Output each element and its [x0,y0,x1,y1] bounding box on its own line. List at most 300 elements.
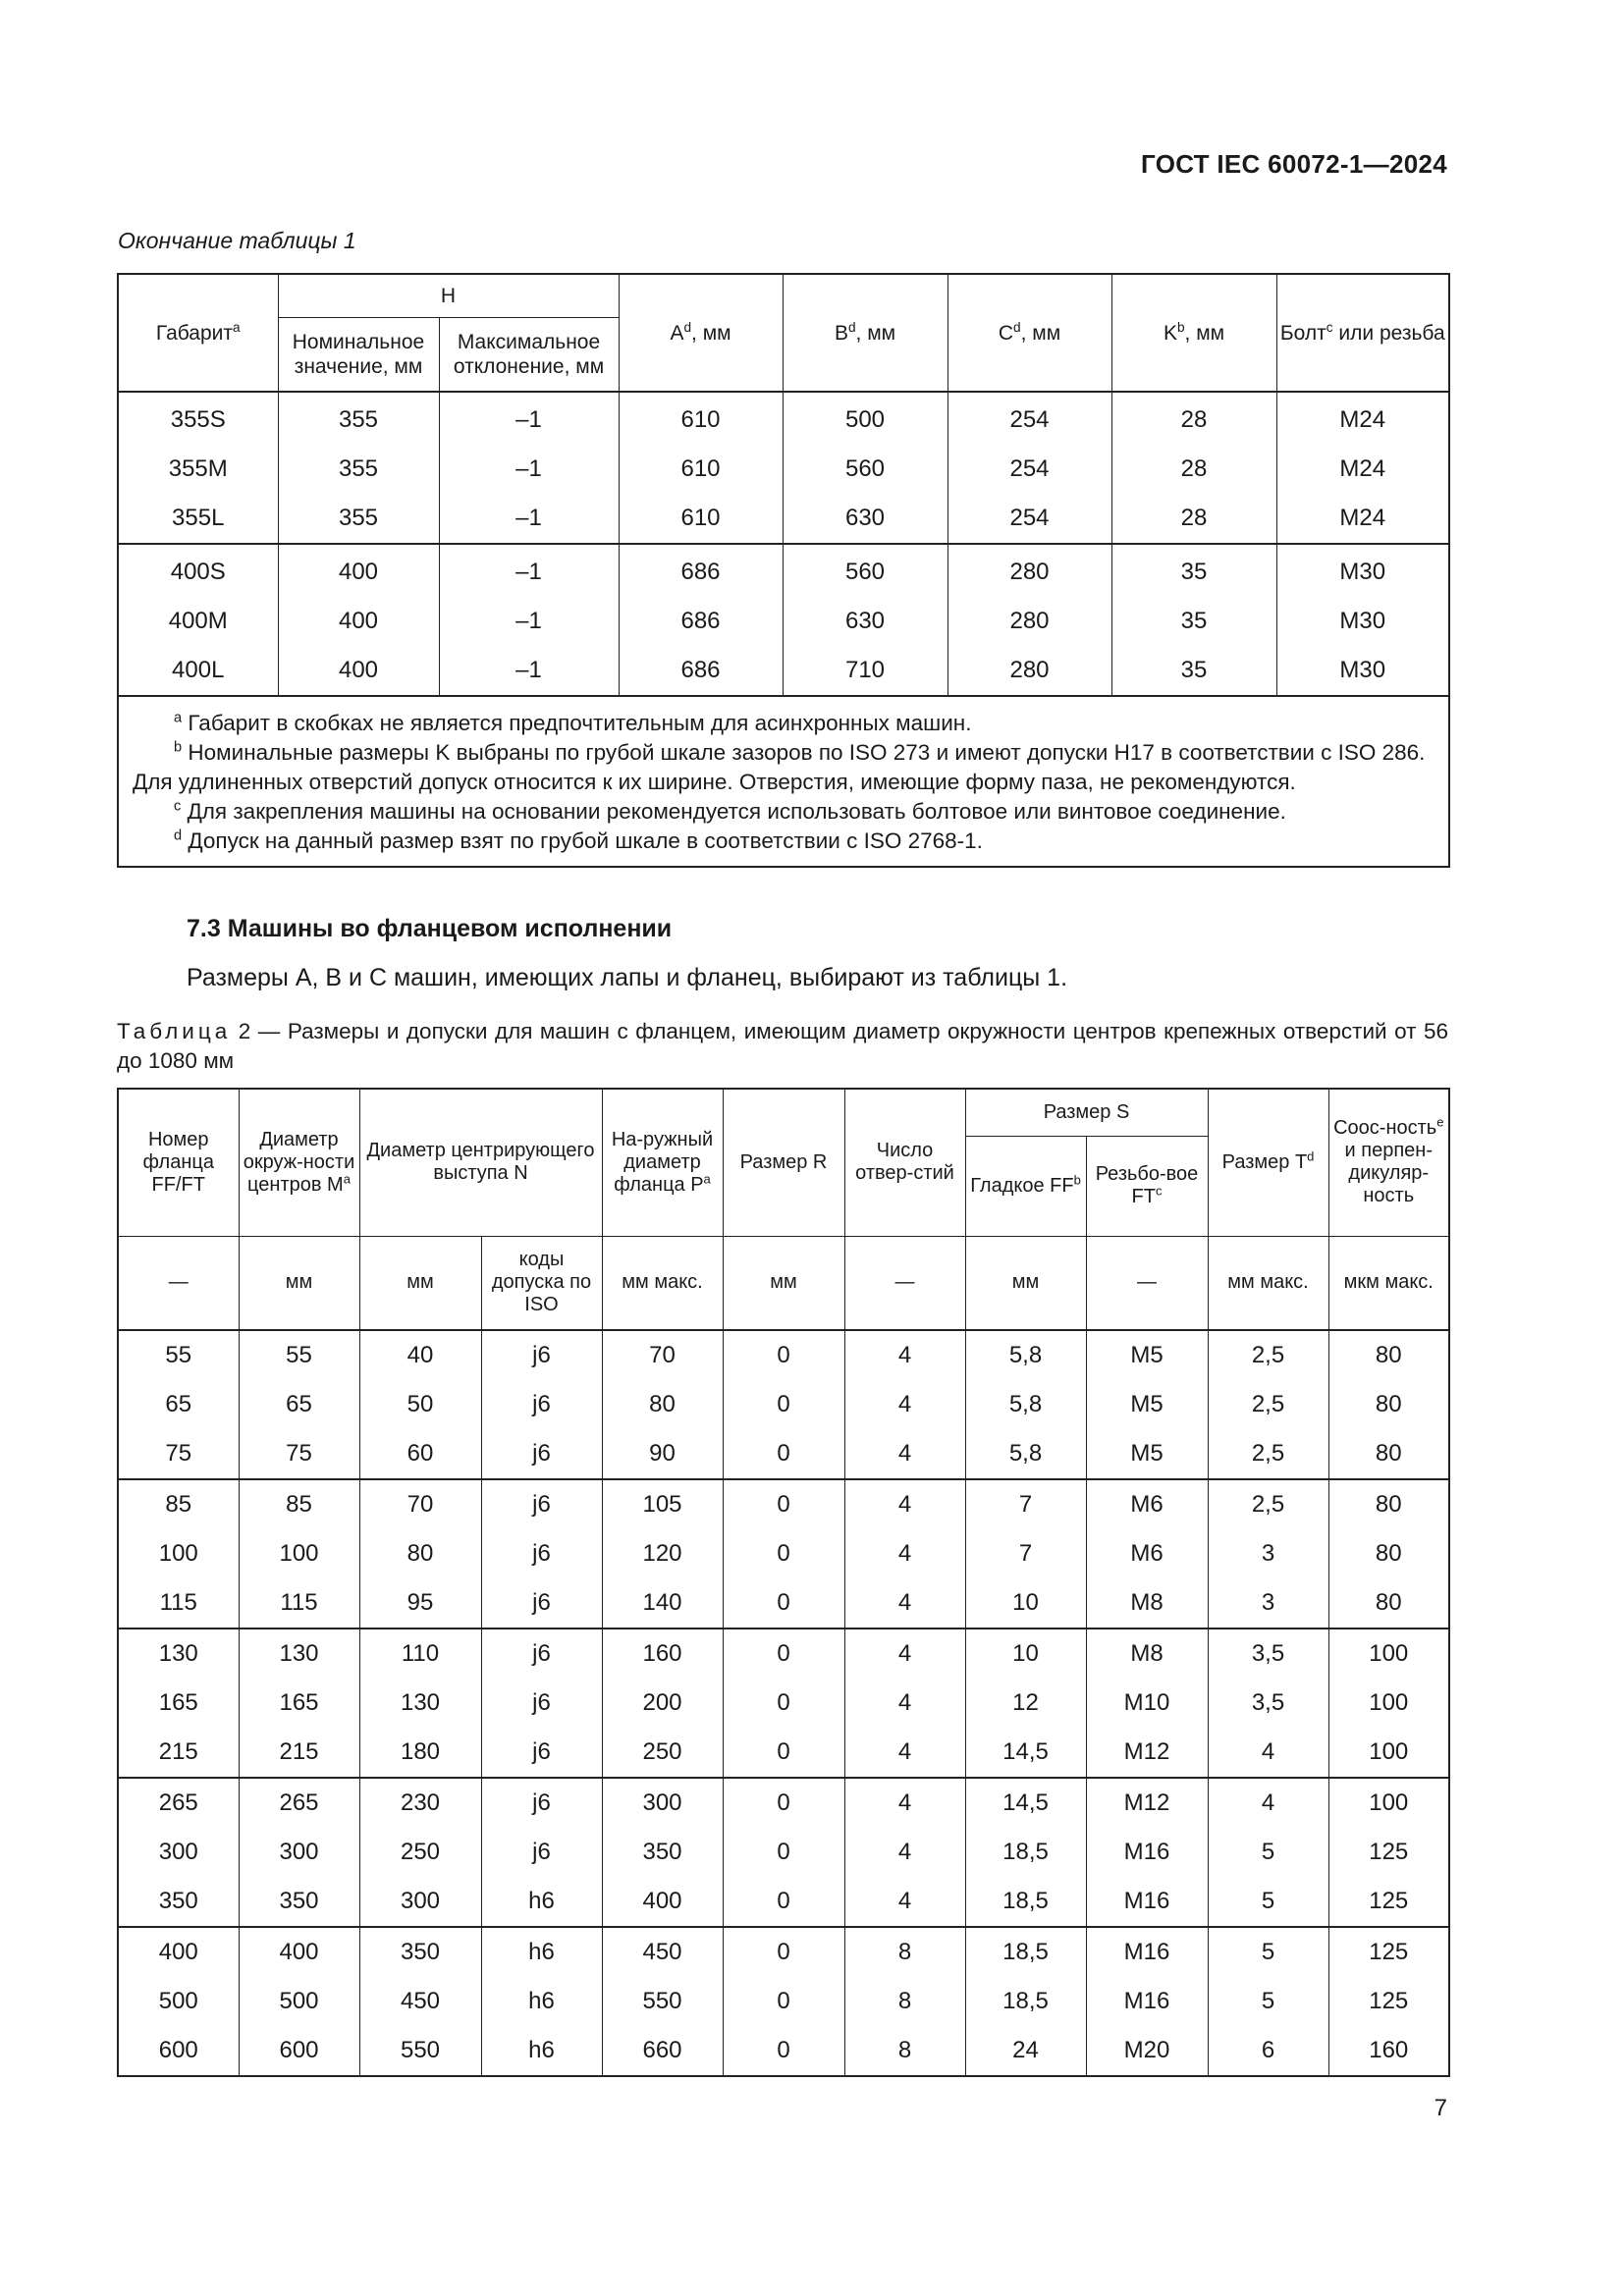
table-cell: 100 [1328,1778,1449,1828]
table-cell: 55 [239,1330,359,1380]
table2-group-2 [118,1479,1449,1629]
table-cell: 12 [965,1679,1086,1728]
table-cell: 280 [947,597,1111,646]
table-cell: 0 [723,1828,844,1877]
text-span: Номинальные размеры K выбраны по грубой шкале зазоров по ISO 273 и имеют допуски H17 в соответствии с ISO 286. Для удлиненных отверстий допуск относится к их ширине. Отверстия, имеющие форму паза, не рекомендуются. [133,740,1426,794]
footnote-c [133,797,1435,827]
table-cell: j6 [481,1380,602,1429]
table-cell: 80 [1328,1330,1449,1380]
table-cell: 100 [1328,1728,1449,1778]
table-row [118,1877,1449,1927]
superscript-mark: b [174,739,183,756]
table-cell: M12 [1086,1728,1208,1778]
text-span: , мм [691,321,731,345]
table-cell: j6 [481,1429,602,1479]
table-cell: 125 [1328,1927,1449,1977]
table-cell: 8 [844,1927,965,1977]
table-cell: 6 [1208,2026,1328,2076]
superscript-mark: d [174,828,183,844]
table-cell: 180 [359,1728,481,1778]
table-row [118,1330,1449,1380]
table-cell: 3 [1208,1529,1328,1578]
table-cell: 4 [844,1429,965,1479]
table-cell: 35 [1111,597,1276,646]
table-cell: 4 [844,1679,965,1728]
text-span: K [1163,321,1177,345]
text-span: B [834,321,848,345]
table-cell: 500 [783,392,947,445]
text-span: Гладкое FF [970,1174,1074,1197]
table-cell: 7 [965,1529,1086,1578]
table-cell: 250 [602,1728,723,1778]
table-cell: 610 [619,494,783,544]
table-cell: 0 [723,1529,844,1578]
table-cell: j6 [481,1778,602,1828]
table-cell: 80 [1328,1529,1449,1578]
table-cell: 7 [965,1479,1086,1529]
text-span: и перпен-дикуляр-ность [1344,1140,1433,1207]
table-cell: 660 [602,2026,723,2076]
table-cell: 75 [118,1429,239,1479]
header-b [783,274,947,392]
superscript-mark: c [174,798,182,815]
text-span: , мм [1184,321,1225,345]
table1-footnotes [118,696,1449,867]
table-cell: 400 [278,646,439,696]
text-span: Болт [1279,321,1326,345]
table-cell: 4 [844,1330,965,1380]
table-cell: 400L [118,646,278,696]
text-span: или резьба [1332,321,1445,345]
footnote-a [133,709,1435,738]
header-h-nominal: Номинальное значение, мм [278,317,439,392]
table-cell: –1 [439,544,619,597]
table-cell: 65 [118,1380,239,1429]
superscript-mark: d [1013,319,1021,335]
table-cell: 8 [844,1977,965,2026]
text-span: Резьбо-вое FT [1095,1163,1199,1207]
table-cell: –1 [439,445,619,494]
table2-caption [117,1017,1448,1076]
header-coaxiality [1328,1089,1449,1236]
table-cell: M24 [1276,494,1449,544]
table-cell: 100 [1328,1629,1449,1679]
table-cell: 280 [947,544,1111,597]
table1-group-1 [118,392,1449,544]
table-cell: 350 [602,1828,723,1877]
table-cell: 70 [602,1330,723,1380]
table-cell: 350 [359,1927,481,1977]
header-diameter-n: Диаметр центрирующего выступа N [359,1089,602,1236]
footnote-d [133,827,1435,856]
table-cell: 14,5 [965,1778,1086,1828]
header-gabarit [118,274,278,392]
table-row [118,1728,1449,1778]
table-cell: 280 [947,646,1111,696]
text-span: Соос-ность [1333,1117,1437,1140]
table-cell: 10 [965,1578,1086,1629]
table-cell: 160 [602,1629,723,1679]
text-span: , мм [855,321,896,345]
table-cell: 100 [1328,1679,1449,1728]
table-cell: 10 [965,1629,1086,1679]
table-cell: 230 [359,1778,481,1828]
table-cell: 550 [602,1977,723,2026]
table-cell: 215 [239,1728,359,1778]
table-cell: 355S [118,392,278,445]
table-cell: M30 [1276,597,1449,646]
table-cell: 686 [619,646,783,696]
table-cell: 80 [1328,1479,1449,1529]
table-row [118,392,1449,445]
table-cell: 500 [118,1977,239,2026]
table-cell: 2,5 [1208,1380,1328,1429]
table-cell: 14,5 [965,1728,1086,1778]
table-cell: 125 [1328,1877,1449,1927]
table-cell: 40 [359,1330,481,1380]
table-cell: 130 [118,1629,239,1679]
text-span: На-ружный диаметр фланца P [611,1128,714,1196]
table-cell: 300 [239,1828,359,1877]
text-span: Допуск на данный размер взят по грубой шкале в соответствии с ISO 2768-1. [182,828,983,853]
table-cell: 28 [1111,392,1276,445]
table-cell: 120 [602,1529,723,1578]
text-span: , мм [1020,321,1061,345]
table-cell: M24 [1276,445,1449,494]
table-cell: M16 [1086,1828,1208,1877]
table-cell: j6 [481,1330,602,1380]
table-cell: 125 [1328,1828,1449,1877]
table-cell: 254 [947,494,1111,544]
table-cell: 0 [723,1380,844,1429]
table-cell: 254 [947,392,1111,445]
table-cell: M24 [1276,392,1449,445]
table2-group-4 [118,1778,1449,1927]
table-cell: 300 [602,1778,723,1828]
table-cell: 0 [723,1429,844,1479]
table-cell: 630 [783,494,947,544]
table-cell: 200 [602,1679,723,1728]
table-cell: M8 [1086,1578,1208,1629]
table-cell: 165 [239,1679,359,1728]
superscript-mark: b [1176,319,1185,335]
table-cell: 85 [118,1479,239,1529]
table-row [118,494,1449,544]
table-cell: 686 [619,597,783,646]
superscript-mark: a [233,319,241,335]
table-cell: 4 [844,1380,965,1429]
table-cell: 125 [1328,1977,1449,2026]
table-cell: 24 [965,2026,1086,2076]
table-cell: j6 [481,1679,602,1728]
table-cell: 710 [783,646,947,696]
table-row [118,1380,1449,1429]
table-cell: M5 [1086,1330,1208,1380]
table-cell: 5 [1208,1927,1328,1977]
text-span: 2 — Размеры и допуски для машин с фланцем, имеющим диаметр окружности центров крепежных отверстий от 56 до 1080 мм [117,1019,1448,1073]
table-cell: 0 [723,1679,844,1728]
table-cell: j6 [481,1728,602,1778]
table-cell: 105 [602,1479,723,1529]
header-cell: мм [359,1236,481,1330]
table2-group-5 [118,1927,1449,2076]
header-k [1111,274,1276,392]
superscript-mark: a [174,710,183,726]
header-h-max-deviation: Максимальное отклонение, мм [439,317,619,392]
table-cell: 0 [723,1778,844,1828]
table-cell: 75 [239,1429,359,1479]
table-cell: M10 [1086,1679,1208,1728]
table-cell: 80 [359,1529,481,1578]
table-cell: 300 [118,1828,239,1877]
table-cell: M6 [1086,1479,1208,1529]
table1-caption: Окончание таблицы 1 [118,228,356,253]
table-cell: 4 [1208,1728,1328,1778]
header-flange-number: Номер фланца FF/FT [118,1089,239,1236]
table-cell: 35 [1111,544,1276,597]
table-cell: 115 [239,1578,359,1629]
table-cell: 610 [619,392,783,445]
text-span: A [670,321,684,345]
table-row [118,1828,1449,1877]
table-cell: 0 [723,1629,844,1679]
table-cell: 630 [783,597,947,646]
table-cell: 0 [723,1330,844,1380]
table-cell: 4 [844,1578,965,1629]
text-span: Размер T [1221,1150,1308,1173]
table-row [118,1529,1449,1578]
superscript-mark: d [1307,1148,1315,1164]
table-cell: 18,5 [965,1977,1086,2026]
table-cell: 18,5 [965,1927,1086,1977]
table-cell: 355 [278,392,439,445]
table-cell: h6 [481,1927,602,1977]
table-cell: 0 [723,1578,844,1629]
header-size-t [1208,1089,1328,1236]
table-cell: 3,5 [1208,1679,1328,1728]
page-number: 7 [1434,2095,1447,2121]
header-cell: мм [723,1236,844,1330]
table-cell: 250 [359,1828,481,1877]
table-cell: 5,8 [965,1330,1086,1380]
table-cell: 100 [239,1529,359,1578]
footnote-b [133,738,1435,797]
superscript-mark: a [343,1171,351,1187]
table-cell: 4 [1208,1778,1328,1828]
table-cell: 265 [239,1778,359,1828]
table-row [118,1429,1449,1479]
table-cell: 65 [239,1380,359,1429]
header-cell: мм макс. [602,1236,723,1330]
header-cell: мкм макс. [1328,1236,1449,1330]
table-row [118,1479,1449,1529]
table-cell: 5 [1208,1977,1328,2026]
table-cell: 450 [602,1927,723,1977]
header-c [947,274,1111,392]
table-cell: 70 [359,1479,481,1529]
table-cell: 18,5 [965,1828,1086,1877]
header-size-r: Размер R [723,1089,844,1236]
superscript-mark: c [1326,319,1333,335]
table-cell: M5 [1086,1380,1208,1429]
header-cell: — [118,1236,239,1330]
table-cell: j6 [481,1479,602,1529]
table-cell: 560 [783,445,947,494]
table-row [118,1778,1449,1828]
header-size-s: Размер S [965,1089,1208,1136]
table-cell: 2,5 [1208,1429,1328,1479]
table-cell: 400 [118,1927,239,1977]
header-hole-count: Число отвер-стий [844,1089,965,1236]
table-cell: 355 [278,445,439,494]
table-cell: –1 [439,597,619,646]
table-cell: 130 [239,1629,359,1679]
table-cell: 5 [1208,1828,1328,1877]
table-cell: 140 [602,1578,723,1629]
table-cell: 80 [1328,1380,1449,1429]
table-cell: 3,5 [1208,1629,1328,1679]
table-row [118,646,1449,696]
table-cell: 254 [947,445,1111,494]
text-span: Таблица [117,1019,232,1043]
table-cell: M12 [1086,1778,1208,1828]
header-h: H [278,274,619,317]
table-cell: 80 [602,1380,723,1429]
table-cell: 450 [359,1977,481,2026]
table-cell: 4 [844,1728,965,1778]
table-cell: 90 [602,1429,723,1479]
header-smooth-ff [965,1136,1086,1236]
table-cell: 550 [359,2026,481,2076]
table-cell: 28 [1111,445,1276,494]
table-cell: 4 [844,1828,965,1877]
table-cell: 4 [844,1479,965,1529]
table-cell: 160 [1328,2026,1449,2076]
table-cell: M6 [1086,1529,1208,1578]
table-cell: 28 [1111,494,1276,544]
table-cell: 355L [118,494,278,544]
table-cell: 3 [1208,1578,1328,1629]
table-cell: 4 [844,1629,965,1679]
table-2 [117,1088,1450,2077]
table-row [118,1679,1449,1728]
table-cell: 4 [844,1877,965,1927]
table-cell: 165 [118,1679,239,1728]
table-cell: –1 [439,392,619,445]
header-cell: мм макс. [1208,1236,1328,1330]
table-cell: 600 [239,2026,359,2076]
table-cell: 215 [118,1728,239,1778]
superscript-mark: d [847,319,856,335]
header-cell: — [1086,1236,1208,1330]
table-cell: 400 [278,597,439,646]
units-row [118,1236,1449,1330]
table2-group-1 [118,1330,1449,1479]
table-cell: 85 [239,1479,359,1529]
table-cell: 600 [118,2026,239,2076]
table-row [118,597,1449,646]
table-cell: 130 [359,1679,481,1728]
table-cell: 0 [723,1728,844,1778]
table-cell: 80 [1328,1429,1449,1479]
table1-group-2 [118,544,1449,696]
table-cell: 560 [783,544,947,597]
table-cell: 0 [723,1977,844,2026]
section-text: Размеры A, B и C машин, имеющих лапы и фланец, выбирают из таблицы 1. [187,964,1068,991]
header-cell: мм [965,1236,1086,1330]
header-cell: коды допуска по ISO [481,1236,602,1330]
table-row [118,1629,1449,1679]
table-cell: –1 [439,646,619,696]
table-row [118,544,1449,597]
table-cell: M16 [1086,1877,1208,1927]
text-span: C [998,321,1014,345]
superscript-mark: c [1155,1183,1163,1199]
table-cell: 8 [844,2026,965,2076]
table-cell: M20 [1086,2026,1208,2076]
text-span: Диаметр окруж-ности центров M [243,1128,355,1196]
table-cell: 35 [1111,646,1276,696]
table-cell: 2,5 [1208,1479,1328,1529]
text-span: Габарит [155,321,234,345]
table-cell: 400 [278,544,439,597]
superscript-mark: e [1436,1114,1444,1130]
table-row [118,1977,1449,2026]
table-cell: 686 [619,544,783,597]
table-cell: 265 [118,1778,239,1828]
table-cell: 80 [1328,1578,1449,1629]
table-cell: 400S [118,544,278,597]
table-cell: 5,8 [965,1380,1086,1429]
text-span: Габарит в скобках не является предпочтительным для асинхронных машин. [182,711,972,735]
table-cell: M8 [1086,1629,1208,1679]
header-a [619,274,783,392]
section-title: 7.3 Машины во фланцевом исполнении [187,915,673,942]
table-row [118,1578,1449,1629]
table-cell: 610 [619,445,783,494]
header-cell: — [844,1236,965,1330]
table-cell: 5,8 [965,1429,1086,1479]
header-cell: мм [239,1236,359,1330]
table-cell: 55 [118,1330,239,1380]
table-cell: 355M [118,445,278,494]
table-cell: 50 [359,1380,481,1429]
table-1 [117,273,1450,868]
table-cell: 100 [118,1529,239,1578]
table-row [118,1927,1449,1977]
table-cell: 60 [359,1429,481,1479]
table-row [118,2026,1449,2076]
table-cell: 350 [118,1877,239,1927]
table-cell: 95 [359,1578,481,1629]
table-cell: h6 [481,1877,602,1927]
table-cell: 5 [1208,1877,1328,1927]
table-cell: j6 [481,1828,602,1877]
table-cell: M30 [1276,646,1449,696]
table-cell: 115 [118,1578,239,1629]
table-cell: 18,5 [965,1877,1086,1927]
table-cell: M16 [1086,1927,1208,1977]
header-threaded-ft [1086,1136,1208,1236]
table-cell: 110 [359,1629,481,1679]
header-diameter-m [239,1089,359,1236]
table-cell: M16 [1086,1977,1208,2026]
table-cell: M5 [1086,1429,1208,1479]
table-cell: h6 [481,2026,602,2076]
table-cell: 2,5 [1208,1330,1328,1380]
table-cell: 400 [602,1877,723,1927]
table-cell: 0 [723,2026,844,2076]
